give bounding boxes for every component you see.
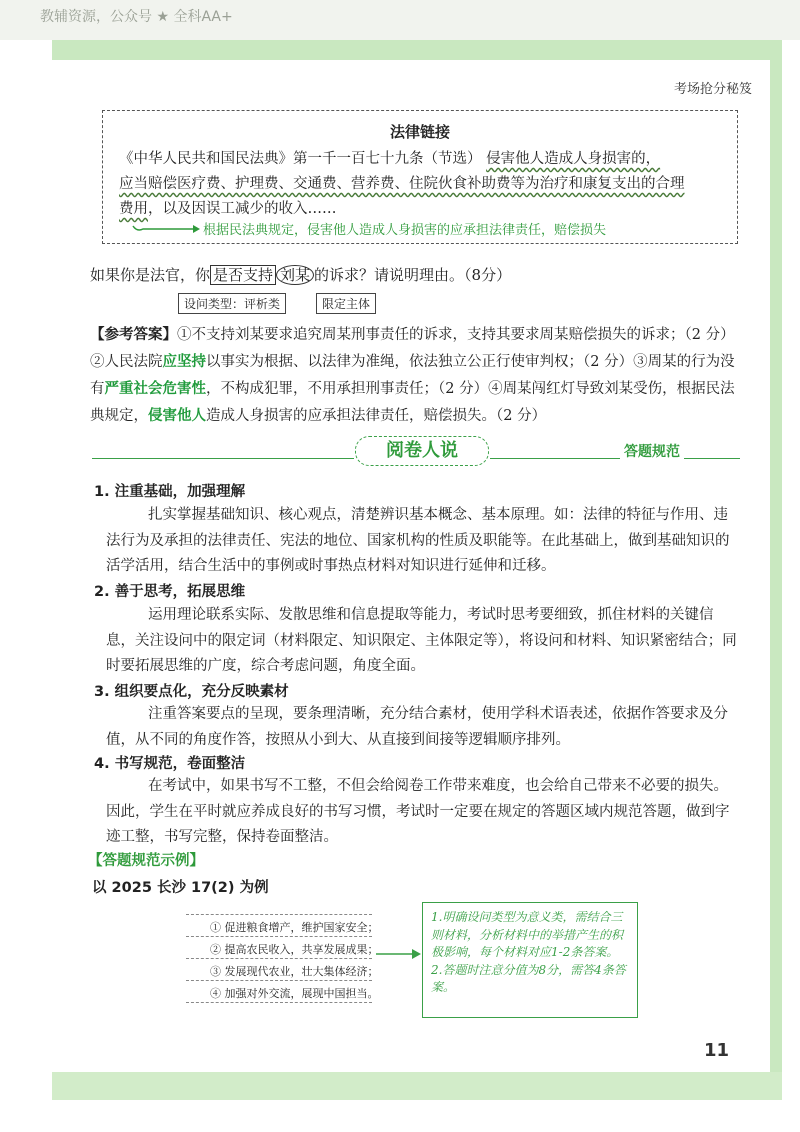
handwritten-line-1: ① 促进粮食增产，维护国家安全； (210, 921, 379, 934)
section-3-heading: 3. 组织要点化，充分反映素材 (94, 684, 289, 700)
question-suffix: 的诉求？请说明理由。（8分） (314, 266, 512, 284)
question-boxed-term: 是否支持 (210, 265, 276, 285)
handwritten-line-4: ④ 加强对外交流，展现中国担当。 (210, 987, 379, 1000)
page-border-bottom (52, 1072, 782, 1100)
question-type-tag: 设问类型：评析类 (178, 293, 286, 314)
divider-line-left (92, 458, 354, 459)
law-line1-plain: 《中华人民共和国民法典》第一千一百七十九条（节选） (119, 151, 482, 167)
answer-part-2: 以事实为根据、以法律为准绳，依法独立公正行使审判权；（2 分）③周某的行为没有 (90, 354, 735, 397)
example-title: 【答题规范示例】 (88, 853, 204, 869)
answer-part-3: ，不构成犯罪，不用承担刑事责任；（2 分）④周某闯红灯导致刘某受伤，根据民法典规定， (90, 381, 735, 424)
section-1-body: 扎实掌握基础知识、核心观点，清楚辨识基本概念、基本原理。如：法律的特征与作用、违法行为及承担的法律责任、宪法的地位、国家机构的性质及职能等。在此基础上，做到基础知识的活学活用，结合生活中的事例或时事热点材料对知识进行延伸和迁移。 (106, 507, 730, 574)
law-link-box (102, 110, 738, 244)
top-strip (0, 0, 800, 40)
sheet-rule (186, 936, 372, 937)
section-2-heading: 2. 善于思考，拓展思维 (94, 584, 246, 600)
law-line1-underlined: 侵害他人造成人身损害的， (486, 151, 661, 167)
answer-part-4: 造成人身损害的应承担法律责任，赔偿损失。（2 分） (206, 408, 547, 424)
watermark: 教辅资源，公众号 ★ 全科AA+ (40, 9, 233, 25)
page-number: 11 (704, 1040, 730, 1061)
section-4-heading: 4. 书写规范，卷面整洁 (94, 756, 246, 772)
answer-highlight-2: 严重社会危害性 (104, 381, 206, 397)
law-line2-underlined: 应当赔偿医疗费、护理费、交通费、营养费、住院伙食补助费等为治疗和康复支出的合理 (119, 176, 685, 192)
sheet-rule (186, 1002, 372, 1003)
sheet-rule (186, 958, 372, 959)
section-1-heading: 1. 注重基础，加强理解 (94, 484, 246, 500)
example-annotation-box: 1.明确设问类型为意义类，需结合三则材料，分析材料中的举措产生的积极影响，每个材料对应1-2条答案。2.答题时注意分值为8分，需答4条答案。 (422, 902, 638, 1018)
handwritten-line-3: ③ 发展现代农业，壮大集体经济； (210, 965, 379, 978)
reference-answer (90, 322, 740, 430)
law-line3-plain: ，以及因误工减少的收入…… (148, 201, 337, 217)
page-border-right (770, 40, 782, 1080)
divider-right-label: 答题规范 (620, 441, 684, 461)
section-2-body: 运用理论联系实际、发散思维和信息提取等能力，考试时思考要细致，抓住材料的关键信息，关注设问中的限定词（材料限定、知识限定、主体限定等），将设问和材料、知识紧密结合；同时要拓展思维的广度，综合考虑问题，角度全面。 (106, 607, 737, 674)
law-note: 根据民法典规定，侵害他人造成人身损害的应承担法律责任，赔偿损失 (203, 223, 607, 238)
running-head: 考场抢分秘笈 (673, 82, 752, 97)
question-text (90, 264, 511, 285)
law-note-arrow-icon (131, 224, 201, 234)
law-link-text (119, 147, 725, 222)
law-link-title: 法律链接 (389, 123, 450, 141)
sheet-rule (186, 914, 372, 915)
answer-label: 【参考答案】 (90, 327, 177, 343)
question-prefix: 如果你是法官，你 (90, 266, 211, 284)
answer-highlight-3: 侵害他人 (148, 408, 206, 424)
answer-part-1: ①不支持刘某要求追究周某刑事责任的诉求，支持其要求周某赔偿损失的诉求；（2 分）②人民法院 (90, 327, 735, 370)
handwritten-line-2: ② 提高农民收入，共享发展成果； (210, 943, 379, 956)
subject-limit-tag: 限定主体 (316, 293, 376, 314)
example-subtitle: 以 2025 长沙 17(2) 为例 (92, 880, 269, 896)
question-circled-subject: 刘某 (276, 265, 314, 285)
answer-highlight-1: 应坚持 (162, 354, 206, 370)
divider-line-right (490, 458, 740, 459)
page-border-top (52, 40, 782, 60)
section-3-body: 注重答案要点的呈现，要条理清晰，充分结合素材，使用学科术语表述，依据作答要求及分值，从不同的角度作答，按照从小到大、从直接到间接等逻辑顺序排列。 (106, 706, 728, 748)
divider-title: 阅卷人说 (355, 436, 489, 466)
example-arrow-icon (376, 948, 422, 960)
section-4-body: 在考试中，如果书写不工整，不但会给阅卷工作带来难度，也会给自己带来不必要的损失。因此，学生在平时就应养成良好的书写习惯，考试时一定要在规定的答题区域内规范答题，做到字迹工整，书写完整，保持卷面整洁。 (106, 778, 730, 845)
sheet-rule (186, 980, 372, 981)
law-line3-underlined: 费用 (119, 201, 148, 217)
